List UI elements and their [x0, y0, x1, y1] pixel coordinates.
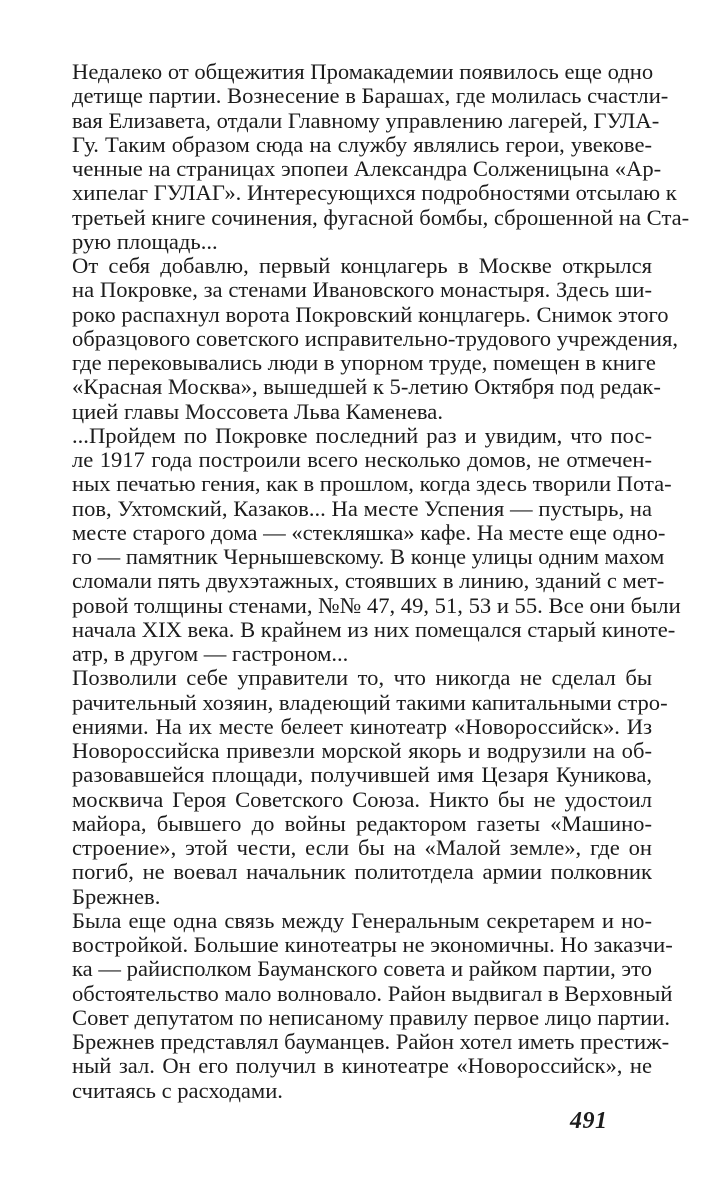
text-line: разовавшейся площади, получившей имя Цезаря Куникова, [72, 762, 652, 788]
paragraph [72, 253, 679, 424]
text-line: атр, в другом — гастроном... [72, 641, 349, 666]
text-line: роко распахнул ворота Покровский концлагерь. Снимок этого [72, 301, 669, 327]
text-line: хипелаг ГУЛАГ». Интересующихся подробностями отсылаю к [72, 180, 677, 206]
text-line: считаясь с расходами. [72, 1077, 283, 1103]
text-line: ченные на страницах эпопеи Александра Солженицына «Ар- [72, 156, 662, 181]
body-text [72, 59, 690, 1103]
text-line: на Покровке, за стенами Ивановского монастыря. Здесь ши- [72, 277, 652, 303]
text-line: Позволили себе управители то, что никогда не сделал бы [72, 665, 652, 691]
text-line: Была еще одна связь между Генеральным секретарем и но- [72, 907, 652, 933]
text-line: строение», этой чести, если бы на «Малой земле», где он [72, 835, 652, 860]
text-line: «Красная Москва», вышедшей к 5-летию Октября под редак- [72, 374, 661, 400]
text-line: обстоятельство мало волновало. Район выдвигал в Верховный [72, 980, 673, 1006]
text-line: рую площадь... [72, 228, 218, 254]
text-line: пов, Ухтомский, Казаков... На месте Успения — пустырь, на [72, 495, 652, 521]
text-line: Новороссийска привезли морской якорь и водрузили на об- [72, 738, 652, 763]
text-line: Брежнев. [72, 883, 161, 909]
text-line: Недалеко от общежития Промакадемии появилось еще одно [72, 59, 654, 84]
paragraph [72, 907, 673, 1103]
paragraph [72, 422, 681, 667]
page-number: 491 [570, 1108, 608, 1134]
text-line: ле 1917 года построили всего несколько домов, не отмечен- [72, 447, 652, 472]
text-line: начала XIX века. В крайнем из них помещался старый киноте- [72, 616, 676, 642]
text-line: го — памятник Чернышевскому. В конце улицы одним махом [72, 544, 665, 569]
text-line: третьей книге сочинения, фугасной бомбы, сброшенной на Ста- [72, 204, 690, 230]
text-line: образцового советского исправительно-трудового учреждения, [72, 325, 679, 351]
text-line: ровой толщины стенами, №№ 47, 49, 51, 53 и 55. Все они были [72, 592, 681, 618]
text-line: Совет депутатом по неписаному правилу первое лицо партии. [72, 1004, 671, 1030]
text-line: сломали пять двухэтажных, стоявших в линию, зданий с мет- [72, 568, 665, 594]
text-line: цией главы Моссовета Льва Каменева. [72, 398, 443, 424]
text-line: Гу. Таким образом сюда на службу являлись герои, увекове- [72, 131, 652, 157]
text-line: востройкой. Большие кинотеатры не экономичны. Но заказчи- [72, 932, 673, 957]
paragraph [72, 59, 690, 254]
paragraph [72, 665, 668, 909]
text-line: ка — райисполком Бауманского совета и райком партии, это [72, 956, 652, 982]
text-line: месте старого дома — «стекляшка» кафе. На месте еще одно- [72, 519, 666, 545]
text-line: рачительный хозяин, владеющий такими капитальными стро- [72, 689, 668, 715]
text-line: вая Елизавета, отдали Главному управлению лагерей, ГУЛА- [72, 107, 660, 133]
text-line: ных печатью гения, как в прошлом, когда здесь творили Пота- [72, 471, 672, 497]
text-line: москвича Героя Советского Союза. Никто бы не удостоил [72, 786, 652, 812]
text-line: детище партии. Вознесение в Барашах, где молилась счастли- [72, 83, 669, 109]
text-line: майора, бывшего до войны редактором газеты «Машино- [72, 810, 652, 836]
text-line: Брежнев представлял бауманцев. Район хотел иметь престиж- [72, 1029, 670, 1054]
text-line: ениями. На их месте белеет кинотеатр «Новороссийск». Из [72, 713, 652, 739]
text-line: погиб, не воевал начальник политотдела армии полковник [72, 859, 652, 885]
text-line: где перековывались люди в упорном труде, помещен в книге [72, 350, 656, 375]
text-line: ...Пройдем по Покровке последний раз и увидим, что пос- [72, 422, 652, 448]
text-line: От себя добавлю, первый концлагерь в Москве открылся [72, 253, 652, 278]
text-line: ный зал. Он его получил в кинотеатре «Новороссийск», не [72, 1053, 652, 1079]
